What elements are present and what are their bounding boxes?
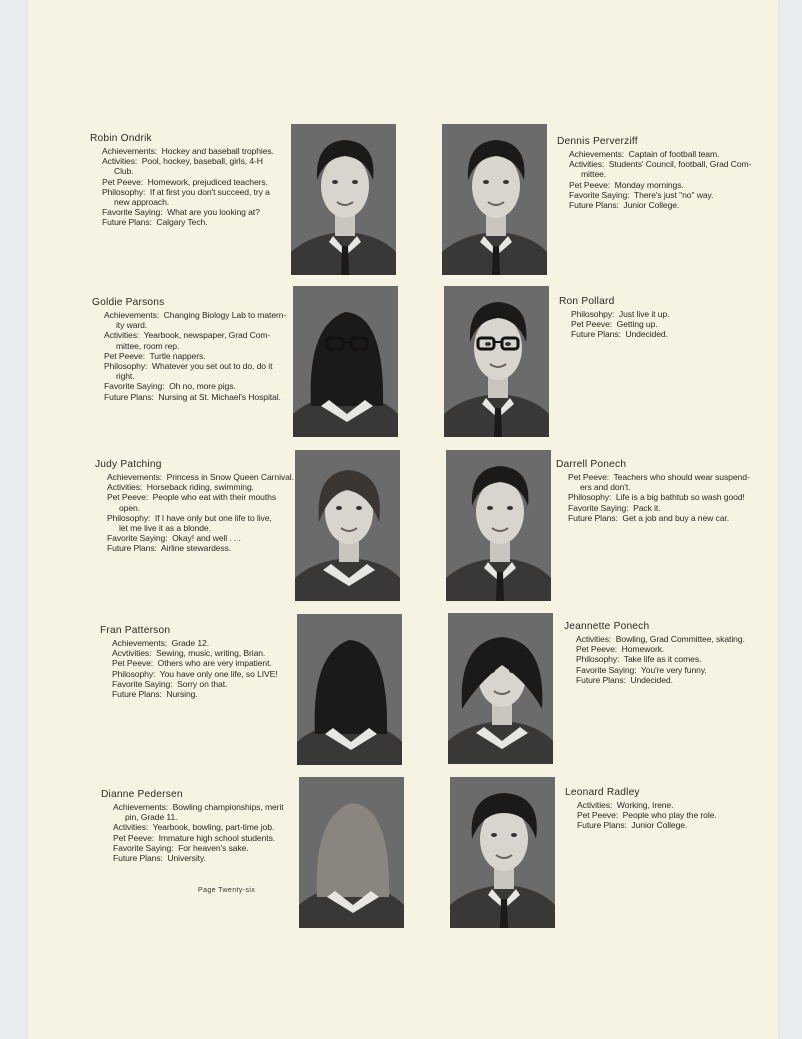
blurb-label: Pet Peeve: — [568, 472, 610, 482]
portrait-image — [446, 450, 551, 601]
blurb-line — [565, 810, 765, 820]
blurb-label: Pet Peeve: — [107, 492, 149, 503]
blurb-line — [90, 217, 290, 227]
blurb-value: People who play the role. — [620, 810, 717, 821]
blurb-label: Favorite Saying: — [576, 664, 637, 675]
blurb-label: Achievements: — [113, 802, 169, 812]
portrait-image — [448, 613, 553, 764]
blurb-value: Get a job and buy a new car. — [620, 512, 729, 523]
blurb-line — [557, 200, 762, 210]
blurb-label: Future Plans: — [104, 391, 154, 402]
blurb-line — [95, 513, 295, 523]
blurb-label: Philosophy: — [568, 492, 612, 503]
blurb-value: Others who are very impatient. — [155, 658, 272, 669]
student-blurb-dennis — [557, 136, 762, 210]
student-name: Fran Patterson — [100, 625, 171, 636]
blurb-label: Philosophy: — [112, 668, 156, 679]
blurb-label: Activities: — [569, 159, 605, 170]
blurb-label: Activities: — [577, 800, 613, 810]
blurb-value: Airline stewardess. — [159, 543, 232, 554]
blurb-line — [564, 675, 769, 685]
blurb-label: Favorite Saying: — [102, 207, 163, 218]
blurb-label: Achievements: — [104, 310, 160, 320]
blurb-value: For heaven's sake. — [175, 842, 249, 853]
blurb-line — [556, 492, 766, 502]
blurb-line — [92, 381, 292, 391]
blurb-line — [95, 482, 295, 492]
blurb-line — [90, 187, 290, 197]
blurb-line — [95, 543, 295, 553]
blurb-line — [100, 669, 300, 679]
blurb-value: University. — [165, 853, 206, 864]
blurb-label: Achievements: — [112, 638, 168, 648]
portrait-image — [295, 450, 400, 601]
blurb-value: Turtle nappers. — [147, 350, 206, 361]
blurb-line — [559, 319, 759, 329]
blurb-line — [559, 329, 759, 339]
blurb-value: Junior College. — [629, 820, 688, 831]
student-blurb-jeannette — [564, 621, 769, 685]
blurb-continuation: right. — [116, 371, 135, 382]
blurb-label: Future Plans: — [112, 689, 162, 700]
blurb-line — [95, 472, 295, 482]
blurb-label: Achievements: — [107, 472, 163, 482]
blurb-line — [90, 177, 290, 187]
blurb-line — [565, 800, 765, 810]
blurb-line — [565, 820, 765, 830]
blurb-line — [101, 822, 301, 832]
blurb-line — [556, 503, 766, 513]
blurb-continuation: ers and don't. — [580, 482, 631, 493]
blurb-value: Life is a big bathtub so wash good! — [613, 492, 745, 503]
blurb-line — [557, 159, 762, 169]
blurb-line — [564, 644, 769, 654]
blurb-value: Teachers who should wear suspend- — [611, 472, 750, 482]
blurb-value: Nursing. — [164, 689, 198, 700]
blurb-value: Changing Biology Lab to matern- — [161, 310, 287, 320]
student-blurb-ron — [559, 296, 759, 340]
blurb-line — [100, 689, 300, 699]
blurb-continuation: ity ward. — [116, 320, 148, 331]
blurb-label: Pet Peeve: — [571, 319, 613, 330]
blurb-label: Philosophy: — [107, 512, 151, 523]
blurb-line — [101, 853, 301, 863]
blurb-label: Future Plans: — [107, 543, 157, 554]
blurb-value: Junior College. — [621, 200, 680, 211]
blurb-continuation: mittee. — [581, 169, 607, 180]
blurb-line — [556, 513, 766, 523]
student-name: Dianne Pedersen — [101, 789, 183, 800]
blurb-continuation: let me live it as a blonde. — [119, 523, 211, 534]
blurb-label: Pet Peeve: — [577, 810, 619, 821]
student-name: Goldie Parsons — [92, 297, 165, 308]
portrait-image — [291, 124, 396, 275]
student-photo-dennis — [442, 124, 547, 275]
blurb-line — [564, 654, 769, 664]
blurb-label: Philosohpy: — [571, 309, 615, 319]
student-name: Judy Patching — [95, 459, 162, 470]
blurb-line — [564, 665, 769, 675]
blurb-label: Pet Peeve: — [576, 644, 618, 655]
blurb-line — [556, 472, 766, 482]
blurb-line — [557, 149, 762, 159]
blurb-line — [95, 533, 295, 543]
blurb-line — [92, 330, 292, 340]
blurb-label: Future Plans: — [571, 329, 621, 340]
blurb-value: Grade 12. — [169, 638, 209, 648]
blurb-label: Future Plans: — [569, 200, 619, 211]
blurb-value: Getting up. — [614, 319, 658, 330]
blurb-value: You're very funny. — [638, 664, 707, 675]
blurb-value: Pool, hockey, baseball, girls, 4-H — [139, 156, 263, 167]
blurb-value: Yearbook, newspaper, Grad Com- — [141, 330, 271, 341]
student-name: Leonard Radley — [565, 787, 640, 798]
student-blurb-robin — [90, 133, 290, 228]
blurb-line — [101, 843, 301, 853]
blurb-label: Activities: — [104, 330, 140, 341]
student-name: Jeannette Ponech — [564, 621, 650, 632]
blurb-label: Activities: — [102, 156, 138, 167]
blurb-line — [90, 146, 290, 156]
blurb-value: If at first you don't succeed, try a — [147, 186, 270, 197]
blurb-value: Sewing, music, writing, Brian. — [153, 648, 266, 659]
student-photo-darrell — [446, 450, 551, 601]
student-blurb-dianne — [101, 789, 301, 863]
blurb-label: Favorite Saying: — [104, 381, 165, 392]
blurb-value: Calgary Tech. — [154, 217, 208, 228]
blurb-value: Captain of football team. — [626, 149, 720, 159]
blurb-label: Favorite Saying: — [569, 189, 630, 200]
student-blurb-goldie — [92, 297, 292, 402]
blurb-value: Princess in Snow Queen Carnival. — [164, 472, 294, 482]
student-photo-ron — [444, 286, 549, 437]
blurb-value: Pack it. — [630, 502, 661, 513]
blurb-label: Pet Peeve: — [102, 176, 144, 187]
blurb-line — [557, 190, 762, 200]
blurb-line — [95, 492, 295, 502]
blurb-continuation: Club. — [114, 166, 134, 177]
student-photo-dianne — [299, 777, 404, 928]
blurb-label: Future Plans: — [568, 512, 618, 523]
yearbook-page — [28, 0, 778, 1039]
blurb-label: Favorite Saying: — [113, 842, 174, 853]
blurb-line — [557, 180, 762, 190]
student-blurb-leonard — [565, 787, 765, 831]
blurb-line — [564, 634, 769, 644]
blurb-line — [100, 638, 300, 648]
blurb-value: Oh no, more pigs. — [166, 381, 236, 392]
blurb-line — [92, 392, 292, 402]
blurb-label: Future Plans: — [113, 853, 163, 864]
portrait-image — [450, 777, 555, 928]
student-photo-robin — [291, 124, 396, 275]
student-blurb-judy — [95, 459, 295, 554]
blurb-label: Achievements: — [102, 146, 158, 156]
student-photo-leonard — [450, 777, 555, 928]
blurb-continuation: new approach. — [114, 197, 170, 208]
blurb-value: If I have only but one life to live, — [152, 512, 272, 523]
blurb-value: Students' Council, football, Grad Com- — [606, 159, 752, 170]
blurb-line — [90, 207, 290, 217]
blurb-value: Whatever you set out to do, do it — [149, 361, 273, 372]
blurb-value: Nursing at St. Michael's Hospital. — [156, 391, 281, 402]
portrait-image — [442, 124, 547, 275]
blurb-value: Bowling championships, merit — [170, 802, 284, 812]
blurb-line — [92, 310, 292, 320]
blurb-label: Pet Peeve: — [112, 658, 154, 669]
blurb-line — [100, 658, 300, 668]
blurb-value: Hockey and baseball trophies. — [159, 146, 274, 156]
blurb-value: What are you looking at? — [164, 207, 260, 218]
blurb-label: Pet Peeve: — [569, 179, 611, 190]
blurb-label: Favorite Saying: — [112, 678, 173, 689]
blurb-value: Working, Irene. — [614, 800, 674, 810]
blurb-value: Bowling, Grad Committee, skating. — [613, 634, 745, 644]
blurb-label: Philosophy: — [576, 654, 620, 665]
blurb-value: Take life as it comes. — [621, 654, 702, 665]
blurb-value: Okay! and well . . . — [169, 533, 241, 544]
blurb-label: Favorite Saying: — [107, 533, 168, 544]
blurb-line — [559, 309, 759, 319]
blurb-value: Sorry on that. — [174, 678, 228, 689]
student-photo-judy — [295, 450, 400, 601]
student-photo-goldie — [293, 286, 398, 437]
page-footer: Page Twenty-six — [198, 887, 256, 894]
student-name: Robin Ondrik — [90, 133, 152, 144]
blurb-label: Pet Peeve: — [104, 350, 146, 361]
blurb-continuation: open. — [119, 502, 141, 513]
blurb-value: Monday mornings. — [612, 179, 684, 190]
blurb-label: Philosophy: — [104, 361, 148, 372]
blurb-label: Future Plans: — [102, 217, 152, 228]
blurb-value: Just live it up. — [616, 309, 670, 319]
blurb-label: Activities: — [113, 822, 149, 833]
blurb-line — [92, 361, 292, 371]
blurb-label: Favorite Saying: — [568, 502, 629, 513]
student-name: Dennis Perverziff — [557, 136, 638, 147]
blurb-line — [101, 802, 301, 812]
blurb-label: Achievements: — [569, 149, 625, 159]
blurb-value: Yearbook, bowling, part-time job. — [150, 822, 275, 833]
student-blurb-fran — [100, 625, 300, 699]
blurb-line — [101, 833, 301, 843]
blurb-label: Future Plans: — [577, 820, 627, 831]
blurb-continuation: mittee, room rep. — [116, 340, 180, 351]
student-name: Ron Pollard — [559, 296, 615, 307]
blurb-value: Immature high school students. — [156, 832, 276, 843]
portrait-image — [293, 286, 398, 437]
blurb-value: Undecided. — [623, 329, 668, 340]
blurb-value: Homework, prejudiced teachers. — [145, 176, 268, 187]
blurb-value: Homework. — [619, 644, 665, 655]
blurb-line — [100, 648, 300, 658]
blurb-label: Philosophy: — [102, 186, 146, 197]
blurb-label: Activities: — [576, 634, 612, 644]
blurb-continuation: pin, Grade 11. — [125, 812, 178, 823]
portrait-image — [299, 777, 404, 928]
blurb-label: Future Plans: — [576, 674, 626, 685]
portrait-image — [444, 286, 549, 437]
blurb-value: Horseback riding, swimming. — [144, 482, 254, 493]
blurb-label: Activities: — [107, 482, 143, 493]
blurb-line — [92, 351, 292, 361]
student-photo-jeannette — [448, 613, 553, 764]
blurb-value: People who eat with their mouths — [150, 492, 277, 503]
portrait-image — [297, 614, 402, 765]
blurb-label: Acvtivities: — [112, 648, 152, 659]
blurb-label: Pet Peeve: — [113, 832, 155, 843]
blurb-value: You have only one life, so LIVE! — [157, 668, 278, 679]
student-name: Darrell Ponech — [556, 459, 627, 470]
blurb-line — [90, 156, 290, 166]
blurb-value: Undecided. — [628, 674, 673, 685]
blurb-value: There's just "no" way. — [631, 189, 714, 200]
student-blurb-darrell — [556, 459, 766, 523]
blurb-line — [100, 679, 300, 689]
student-photo-fran — [297, 614, 402, 765]
